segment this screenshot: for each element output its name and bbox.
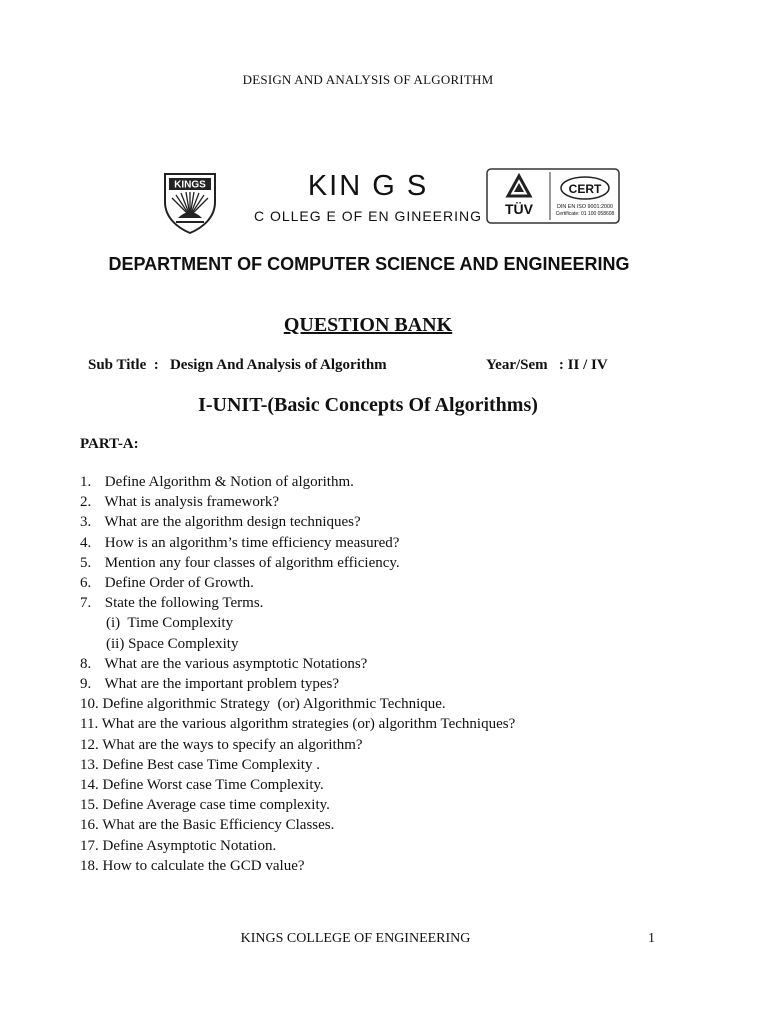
list-item: 4. How is an algorithm’s time efficiency measured? [80,534,400,551]
college-subtitle: C OLLEG E OF EN GINEERING [253,208,483,224]
list-item: 7. State the following Terms. [80,595,264,612]
din-text: DIN EN ISO 9001:2000 [556,204,614,210]
list-item: 17. Define Asymptotic Notation. [80,837,277,854]
list-item: 2. What is analysis framework? [80,494,280,511]
question-list [80,472,700,876]
list-subitem: (ii) Space Complexity [106,635,239,652]
part-label: PART-A: [80,436,139,452]
page-number: 1 [648,931,655,946]
subject-title: Sub Title : Design And Analysis of Algorithm [88,357,387,373]
tuv-text: TÜV [505,201,533,217]
running-header: DESIGN AND ANALYSIS OF ALGORITHM [242,72,494,87]
list-item: 14. Define Worst case Time Complexity. [80,777,324,794]
college-name: KIN G S [307,170,429,202]
list-item: 10. Define algorithmic Strategy (or) Algorithmic Technique. [80,696,446,713]
cert-text: CERT [568,182,602,196]
department-title: DEPARTMENT OF COMPUTER SCIENCE AND ENGINEERING [108,254,630,274]
year-sem: Year/Sem : II / IV [486,357,608,373]
unit-title: I-UNIT-(Basic Concepts Of Algorithms) [198,394,538,416]
list-item: 12. What are the ways to specify an algorithm? [80,736,363,753]
list-item: 3. What are the algorithm design techniques? [80,514,361,531]
list-subitem: (i) Time Complexity [106,615,234,632]
list-item: 6. Define Order of Growth. [80,575,254,592]
list-item: 18. How to calculate the GCD value? [80,857,305,874]
tuv-cert-logo [486,168,620,224]
list-item: 16. What are the Basic Efficiency Classes. [80,817,335,834]
list-item: 15. Define Average case time complexity. [80,797,330,814]
question-bank-title: QUESTION BANK [283,314,453,336]
list-item: 8. What are the various asymptotic Notations? [80,655,368,672]
list-item: 5. Mention any four classes of algorithm efficiency. [80,554,400,571]
list-item: 13. Define Best case Time Complexity . [80,756,320,773]
list-item: 9. What are the important problem types? [80,676,339,693]
list-item: 1. Define Algorithm & Notion of algorithm. [80,474,354,490]
certificate-text: Certificate: 01 100 058608 [555,211,615,217]
list-item: 11. What are the various algorithm strategies (or) algorithm Techniques? [80,716,516,733]
logo-kings-text: KINGS [174,179,206,191]
subject-row [88,357,648,374]
footer-college-name: KINGS COLLEGE OF ENGINEERING [240,931,471,946]
